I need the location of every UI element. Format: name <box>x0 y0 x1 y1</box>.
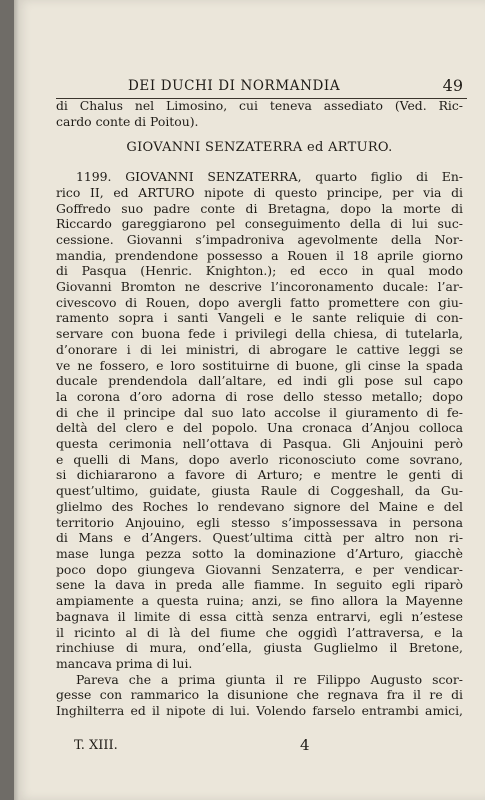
running-header <box>56 78 467 99</box>
text-line: rinchiuse di mura, ond’ella, giusta Guglielmo il Bretone, <box>56 640 463 656</box>
signature-number: 4 <box>300 736 310 754</box>
text-line: di Chalus nel Limosino, cui teneva assediato (Ved. Ric- <box>56 98 463 113</box>
text-line: ramento sopra i santi Vangeli e le sante reliquie di con- <box>56 310 463 326</box>
text-line: si dichiararono a favore di Arturo; e mentre le genti di <box>56 467 463 483</box>
text-line: 1199. GIOVANNI SENZATERRA, quarto figlio di En- <box>76 169 463 185</box>
text-line: d’onorare i di lei ministri, di abrogare le cattive leggi se <box>56 341 463 357</box>
page-gutter-shadow <box>14 0 19 800</box>
signature-mark: T. XIII. <box>74 738 118 753</box>
text-line: ampiamente a questa ruina; anzi, se fino allora la Mayenne <box>56 593 463 609</box>
text-line: civescovo di Rouen, dopo avergli fatto promettere con giu- <box>56 294 463 310</box>
text-line: Giovanni Bromton ne descrive l’incoronamento ducale: l’ar- <box>56 279 463 295</box>
book-page <box>14 0 485 800</box>
page-footer <box>56 738 463 758</box>
section-heading: GIOVANNI SENZATERRA ed ARTURO. <box>126 140 393 156</box>
text-line: Pareva che a prima giunta il re Filippo Augusto scor- <box>76 671 463 687</box>
text-line: ve ne fossero, e loro sostituirne di buone, gli cinse la spada <box>56 357 463 373</box>
paragraph-2 <box>56 672 463 719</box>
text-line: di che il principe dal suo lato accolse il giuramento di fe- <box>56 404 463 420</box>
text-line: quest’ultimo, guidate, giusta Raule di Coggeshall, da Gu- <box>56 483 463 499</box>
text-line: Inghilterra ed il nipote di lui. Volendo farselo entrambi amici, <box>56 703 463 719</box>
text-line: Goffredo suo padre conte di Bretagna, dopo la morte di <box>56 200 463 216</box>
text-line: glielmo des Roches lo rendevano signore del Maine e del <box>56 498 463 514</box>
text-line: Riccardo gareggiarono pel conseguimento della di lui suc- <box>56 216 463 232</box>
continuation-text <box>56 98 463 129</box>
paragraph-1 <box>56 169 463 672</box>
text-line: la corona d’oro adorna di rose dello stesso metallo; dopo <box>56 388 463 404</box>
text-line: mancava prima di lui. <box>56 655 193 671</box>
text-line: deltà del clero e del popolo. Una cronaca d’Anjou colloca <box>56 420 463 436</box>
text-line: cardo conte di Poitou). <box>56 113 199 129</box>
text-line: gesse con rammarico la disunione che regnava fra il re di <box>56 687 463 703</box>
text-line: mase lunga pezza sotto la dominazione d’Arturo, giacchè <box>56 545 463 561</box>
text-line: di Mans e d’Angers. Quest’ultima città per altro non ri- <box>56 530 463 546</box>
text-line: e quelli di Mans, dopo averlo riconosciuto come sovrano, <box>56 451 463 467</box>
running-title: DEI DUCHI DI NORMANDIA <box>128 78 341 94</box>
text-line: ducale prendendola dall’altare, ed indi gli pose sul capo <box>56 373 463 389</box>
text-line: bagnava il limite di essa città senza entrarvi, egli n’estese <box>56 608 463 624</box>
text-line: di Pasqua (Henric. Knighton.); ed ecco in qual modo <box>56 263 463 279</box>
text-line: poco dopo giungeva Giovanni Senzaterra, e per vendicar- <box>56 561 463 577</box>
text-line: servare con buona fede i privilegi della chiesa, di tutelarla, <box>56 326 463 342</box>
text-line: rico II, ed ARTURO nipote di questo principe, per via di <box>56 184 463 200</box>
page-number: 49 <box>442 76 463 95</box>
text-line: mandia, prendendone possesso a Rouen il 18 aprile giorno <box>56 247 463 263</box>
text-line: sene la dava in preda alle fiamme. In seguito egli riparò <box>56 577 463 593</box>
text-line: questa cerimonia nell’ottava di Pasqua. Gli Anjouini però <box>56 436 463 452</box>
text-line: territorio Anjouino, egli stesso s’impossessava in persona <box>56 514 463 530</box>
body-text <box>56 98 463 719</box>
text-line: il ricinto al di là del fiume che oggidì l’attraversa, e la <box>56 624 463 640</box>
text-line: cessione. Giovanni s’impadroniva agevolmente della Nor- <box>56 231 463 247</box>
